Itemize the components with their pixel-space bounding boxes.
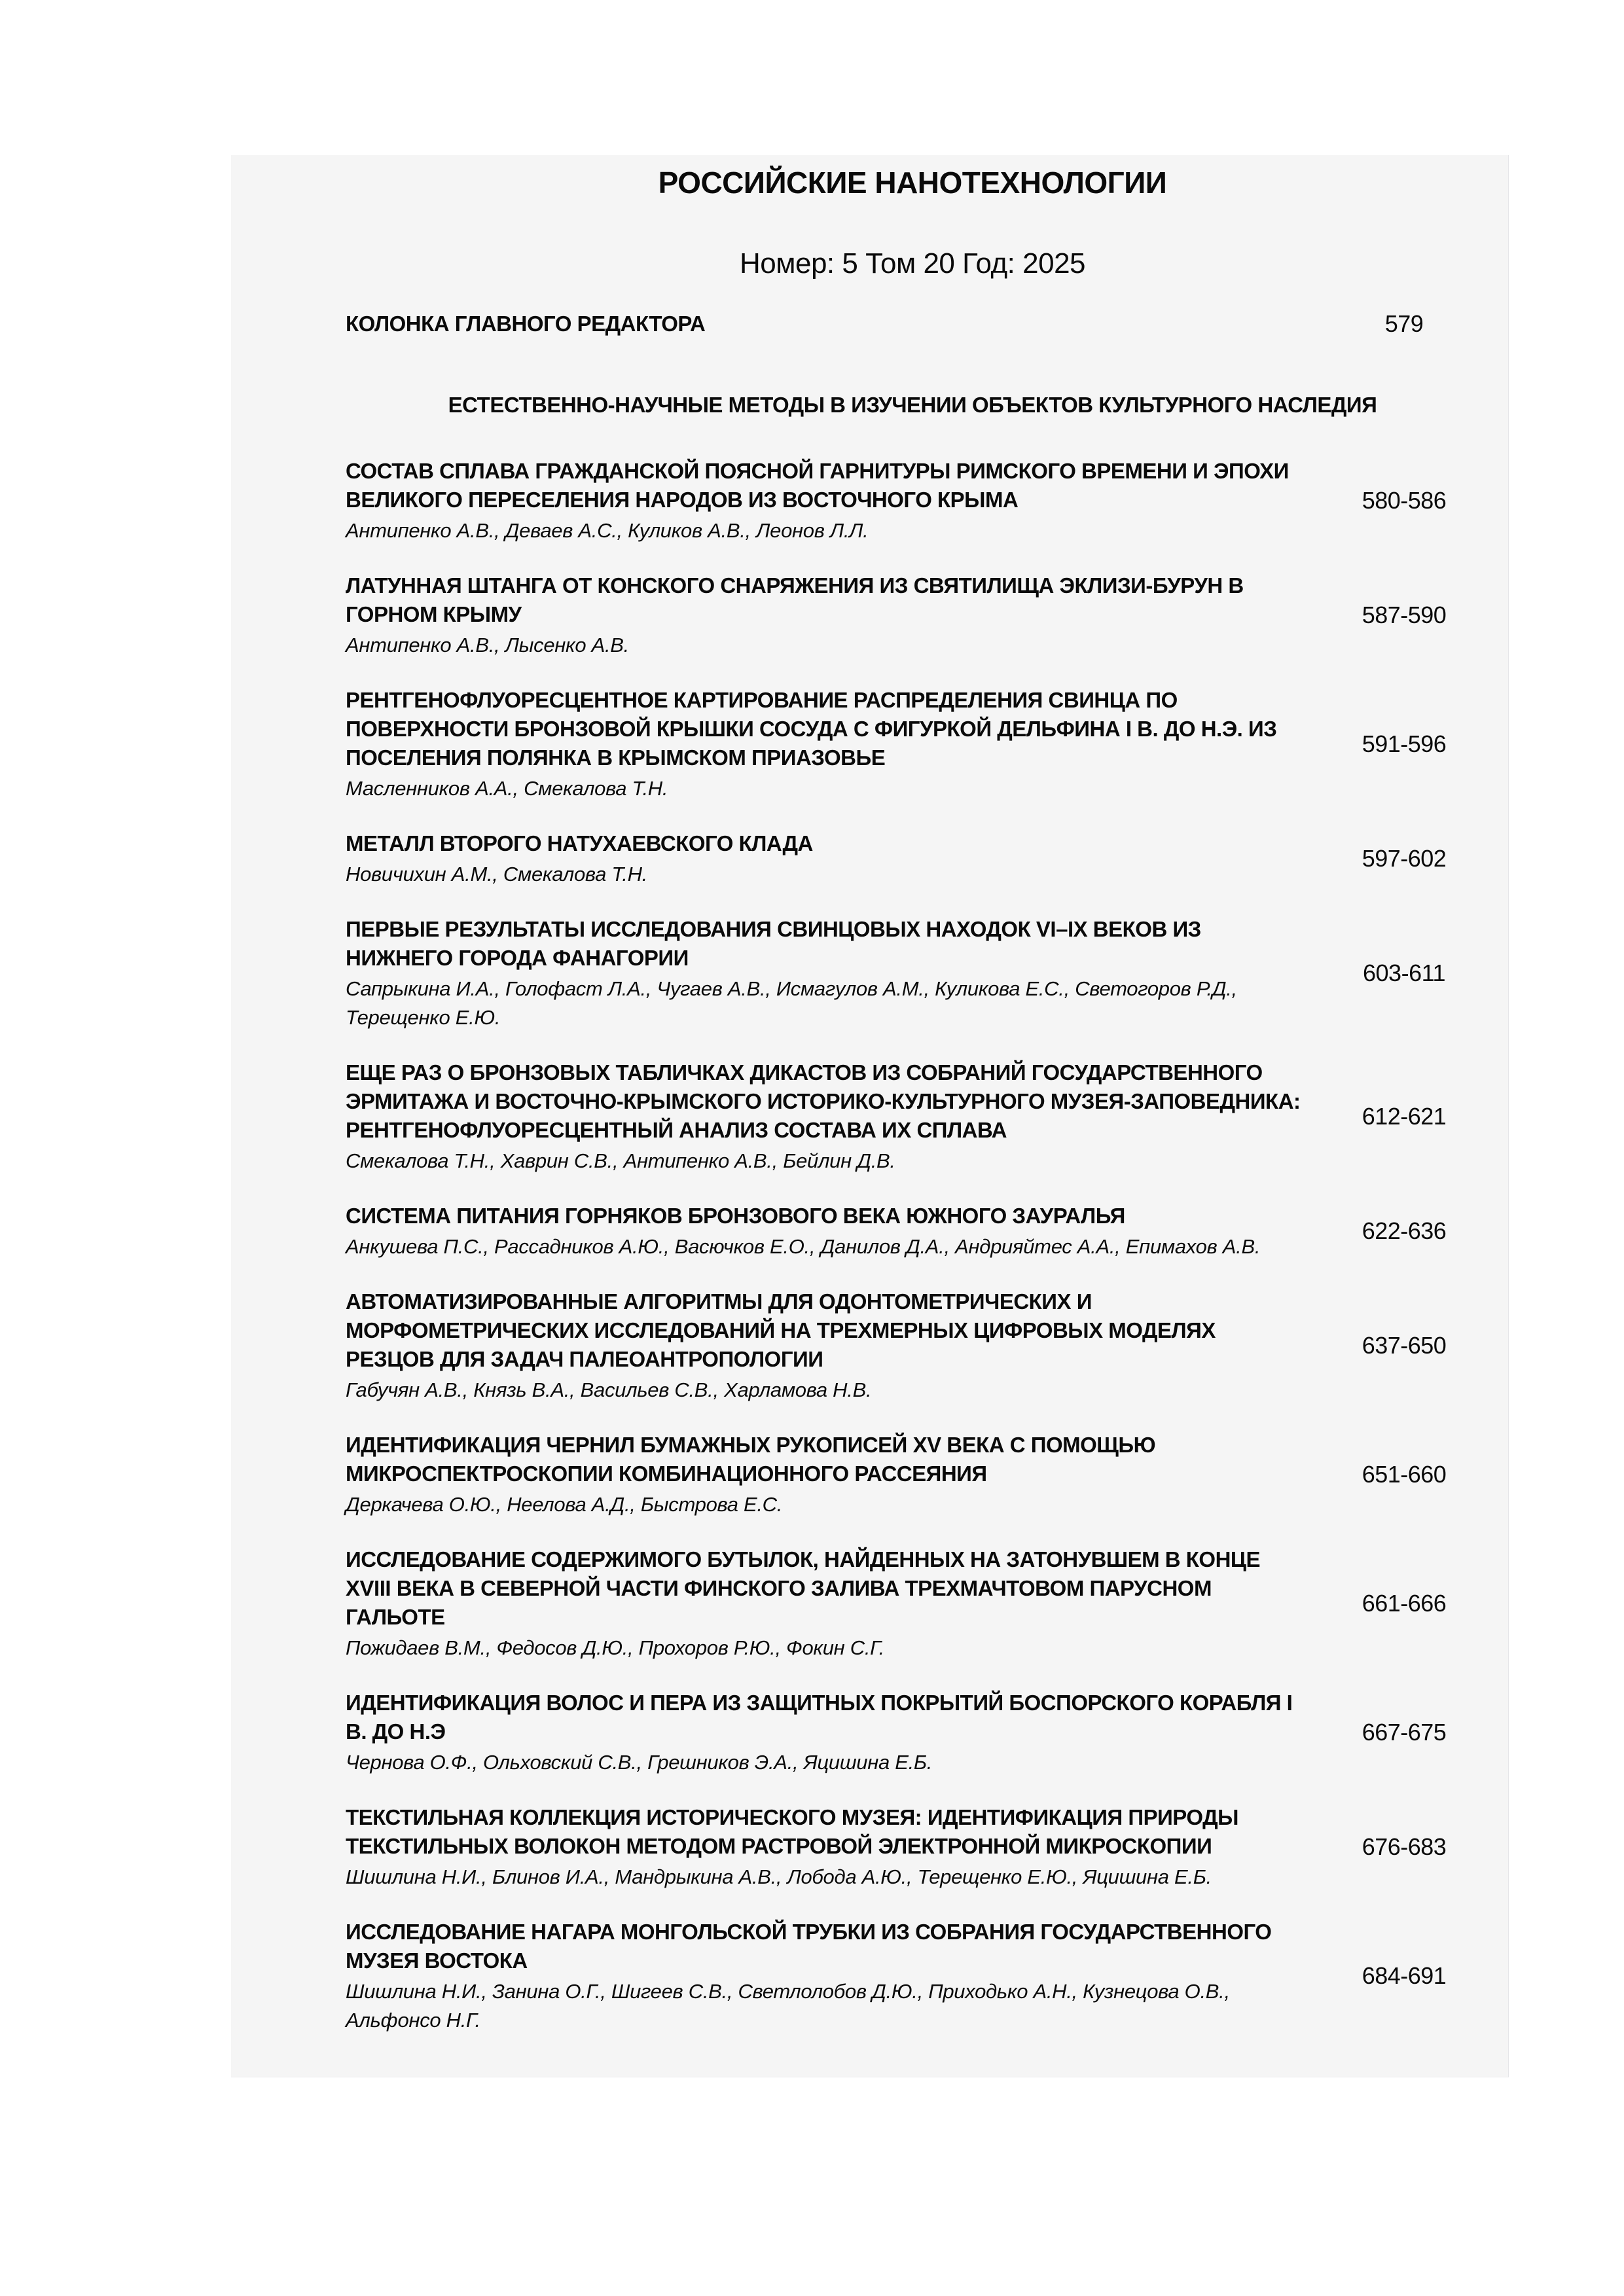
article-authors: Смекалова Т.Н., Хаврин С.В., Антипенко А.В., Бейлин Д.В. xyxy=(346,1149,895,1172)
article-pages: 661-666 xyxy=(1362,1590,1447,1617)
toc-entry xyxy=(346,1545,1479,1662)
article-authors: Деркачева О.Ю., Неелова А.Д., Быстрова Е.С. xyxy=(346,1492,783,1516)
entry-main xyxy=(346,571,1329,660)
entry-main xyxy=(346,1058,1329,1175)
entry-main xyxy=(346,1202,1329,1261)
article-pages: 612-621 xyxy=(1362,1103,1447,1130)
article-pages: 684-691 xyxy=(1362,1962,1447,1990)
article-authors: Антипенко А.В., Лысенко А.В. xyxy=(346,633,629,656)
toc-entry xyxy=(346,571,1479,660)
article-title: ИССЛЕДОВАНИЕ СОДЕРЖИМОГО БУТЫЛОК, НАЙДЕННЫХ НА ЗАТОНУВШЕМ В КОНЦЕ XVIII ВЕКА В СЕВЕРНОЙ ЧАСТИ ФИНСКОГО ЗАЛИВА ТРЕХМАЧТОВОМ ПАРУСНОМ ГАЛЬОТЕ xyxy=(346,1547,1261,1629)
toc-entry xyxy=(346,1918,1479,2035)
article-pages: 637-650 xyxy=(1362,1332,1447,1359)
article-authors: Анкушева П.С., Рассадников А.Ю., Васючков Е.О., Данилов Д.А., Андрияйтес А.А., Епимахов А.В. xyxy=(346,1234,1261,1258)
article-pages: 597-602 xyxy=(1362,845,1447,872)
article-authors: Антипенко А.В., Деваев А.С., Куликов А.В., Леонов Л.Л. xyxy=(346,518,869,542)
entry-main xyxy=(346,829,1329,889)
toc-entry xyxy=(346,1431,1479,1519)
article-pages: 603-611 xyxy=(1363,960,1445,987)
article-authors: Новичихин А.М., Смекалова Т.Н. xyxy=(346,862,647,886)
article-pages: 587-590 xyxy=(1362,601,1447,629)
toc-entries xyxy=(346,457,1479,2035)
toc-entry xyxy=(346,686,1479,803)
toc-entry xyxy=(346,1058,1479,1175)
article-authors: Пожидаев В.М., Федосов Д.Ю., Прохоров Р.Ю., Фокин С.Г. xyxy=(346,1636,884,1659)
entry-main xyxy=(346,1689,1329,1777)
toc-entry xyxy=(346,829,1479,889)
article-title: АВТОМАТИЗИРОВАННЫЕ АЛГОРИТМЫ ДЛЯ ОДОНТОМЕТРИЧЕСКИХ И МОРФОМЕТРИЧЕСКИХ ИССЛЕДОВАНИЙ НА ТРЕХМЕРНЫХ ЦИФРОВЫХ МОДЕЛЯХ РЕЗЦОВ ДЛЯ ЗАДАЧ ПАЛЕОАНТРОПОЛОГИИ xyxy=(346,1289,1216,1371)
article-authors: Масленников А.А., Смекалова Т.Н. xyxy=(346,776,668,800)
entry-main xyxy=(346,915,1329,1032)
article-pages: 676-683 xyxy=(1362,1833,1447,1861)
article-authors: Шишлина Н.И., Блинов И.А., Мандрыкина А.В., Лобода А.Ю., Терещенко Е.Ю., Яцишина Е.Б. xyxy=(346,1865,1212,1888)
entry-main xyxy=(346,1287,1329,1405)
article-title: ЛАТУННАЯ ШТАНГА ОТ КОНСКОГО СНАРЯЖЕНИЯ ИЗ СВЯТИЛИЩА ЭКЛИЗИ-БУРУН В ГОРНОМ КРЫМУ xyxy=(346,573,1244,626)
article-title: ИССЛЕДОВАНИЕ НАГАРА МОНГОЛЬСКОЙ ТРУБКИ ИЗ СОБРАНИЯ ГОСУДАРСТВЕННОГО МУЗЕЯ ВОСТОКА xyxy=(346,1919,1272,1973)
article-pages: 667-675 xyxy=(1362,1719,1447,1746)
article-authors: Шишлина Н.И., Занина О.Г., Шигеев С.В., Светлолобов Д.Ю., Приходько А.Н., Кузнецова О.В., Альфонсо Н.Г. xyxy=(346,1979,1230,2032)
article-authors: Сапрыкина И.А., Голофаст Л.А., Чугаев А.В., Исмагулов А.М., Куликова Е.С., Светогоров Р.Д., Терещенко Е.Ю. xyxy=(346,977,1237,1029)
editor-column-pages: 579 xyxy=(1384,310,1424,337)
article-title: ПЕРВЫЕ РЕЗУЛЬТАТЫ ИССЛЕДОВАНИЯ СВИНЦОВЫХ НАХОДОК VI–IX ВЕКОВ ИЗ НИЖНЕГО ГОРОДА ФАНАГОРИИ xyxy=(346,916,1201,970)
article-pages: 580-586 xyxy=(1362,487,1447,514)
article-pages: 651-660 xyxy=(1362,1461,1447,1488)
section-heading: ЕСТЕСТВЕННО-НАУЧНЫЕ МЕТОДЫ В ИЗУЧЕНИИ ОБЪЕКТОВ КУЛЬТУРНОГО НАСЛЕДИЯ xyxy=(448,392,1377,417)
article-title: МЕТАЛЛ ВТОРОГО НАТУХАЕВСКОГО КЛАДА xyxy=(346,831,813,855)
article-authors: Габучян А.В., Князь В.А., Васильев С.В., Харламова Н.В. xyxy=(346,1378,872,1401)
article-authors: Чернова О.Ф., Ольховский С.В., Грешников Э.А., Яцишина Е.Б. xyxy=(346,1750,933,1774)
journal-title: РОССИЙСКИЕ НАНОТЕХНОЛОГИИ xyxy=(658,166,1167,200)
entry-main xyxy=(346,1545,1329,1662)
entry-main xyxy=(346,1918,1329,2035)
article-pages: 622-636 xyxy=(1362,1217,1447,1245)
article-title: СОСТАВ СПЛАВА ГРАЖДАНСКОЙ ПОЯСНОЙ ГАРНИТУРЫ РИМСКОГО ВРЕМЕНИ И ЭПОХИ ВЕЛИКОГО ПЕРЕСЕЛЕНИЯ НАРОДОВ ИЗ ВОСТОЧНОГО КРЫМА xyxy=(346,458,1289,512)
entry-main xyxy=(346,457,1329,545)
article-title: ИДЕНТИФИКАЦИЯ ВОЛОС И ПЕРА ИЗ ЗАЩИТНЫХ ПОКРЫТИЙ БОСПОРСКОГО КОРАБЛЯ I В. ДО Н.Э xyxy=(346,1690,1293,1744)
article-pages: 591-596 xyxy=(1362,730,1447,758)
article-title: ЕЩЕ РАЗ О БРОНЗОВЫХ ТАБЛИЧКАХ ДИКАСТОВ ИЗ СОБРАНИЙ ГОСУДАРСТВЕННОГО ЭРМИТАЖА И ВОСТОЧНО-КРЫМСКОГО ИСТОРИКО-КУЛЬТУРНОГО МУЗЕЯ-ЗАПОВЕДНИКА: РЕНТГЕНОФЛУОРЕСЦЕНТНЫЙ АНАЛИЗ СОСТАВА ИХ СПЛАВА xyxy=(346,1060,1301,1142)
issue-info: Номер: 5 Том 20 Год: 2025 xyxy=(739,247,1086,279)
editor-column-label: КОЛОНКА ГЛАВНОГО РЕДАКТОРА xyxy=(346,311,706,336)
entry-main xyxy=(346,1431,1329,1519)
article-title: ТЕКСТИЛЬНАЯ КОЛЛЕКЦИЯ ИСТОРИЧЕСКОГО МУЗЕЯ: ИДЕНТИФИКАЦИЯ ПРИРОДЫ ТЕКСТИЛЬНЫХ ВОЛОКОН МЕТОДОМ РАСТРОВОЙ ЭЛЕКТРОННОЙ МИКРОСКОПИИ xyxy=(346,1804,1238,1858)
article-title: СИСТЕМА ПИТАНИЯ ГОРНЯКОВ БРОНЗОВОГО ВЕКА ЮЖНОГО ЗАУРАЛЬЯ xyxy=(346,1203,1125,1228)
toc-entry xyxy=(346,915,1479,1032)
toc-entry xyxy=(346,457,1479,545)
toc-entry xyxy=(346,1202,1479,1261)
editor-column-row xyxy=(346,310,1479,338)
document-page xyxy=(231,155,1509,2077)
article-title: РЕНТГЕНОФЛУОРЕСЦЕНТНОЕ КАРТИРОВАНИЕ РАСПРЕДЕЛЕНИЯ СВИНЦА ПО ПОВЕРХНОСТИ БРОНЗОВОЙ КРЫШКИ СОСУДА С ФИГУРКОЙ ДЕЛЬФИНА I В. ДО Н.Э. ИЗ ПОСЕЛЕНИЯ ПОЛЯНКА В КРЫМСКОМ ПРИАЗОВЬЕ xyxy=(346,687,1277,770)
entry-main xyxy=(346,686,1329,803)
entry-main xyxy=(346,1803,1329,1892)
toc-entry xyxy=(346,1689,1479,1777)
article-title: ИДЕНТИФИКАЦИЯ ЧЕРНИЛ БУМАЖНЫХ РУКОПИСЕЙ XV ВЕКА С ПОМОЩЬЮ МИКРОСПЕКТРОСКОПИИ КОМБИНАЦИОННОГО РАССЕЯНИЯ xyxy=(346,1432,1156,1486)
toc-entry xyxy=(346,1287,1479,1405)
toc-entry xyxy=(346,1803,1479,1892)
page-content xyxy=(231,155,1508,2035)
